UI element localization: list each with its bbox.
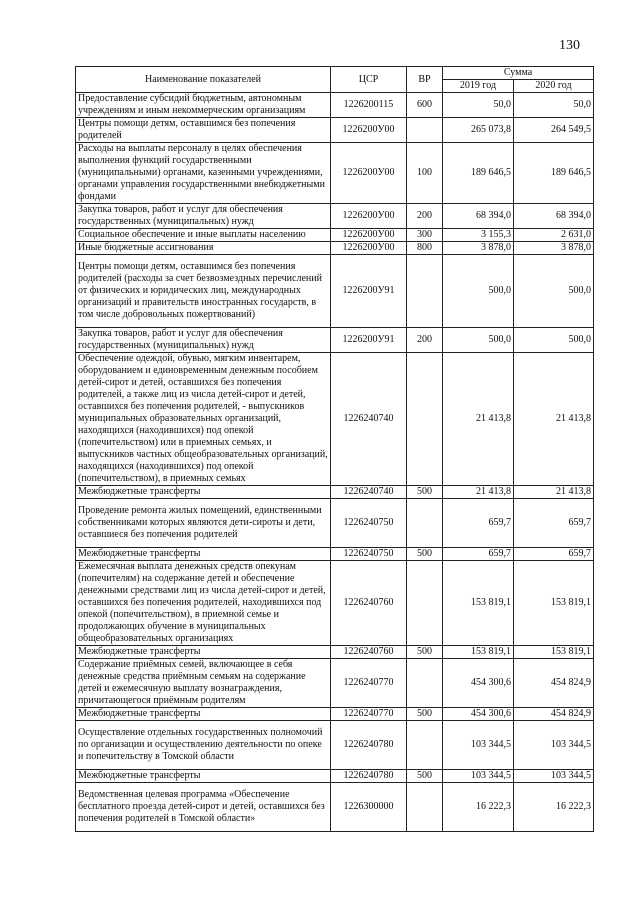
row-sum-2019-cell: 454 300,6	[443, 708, 514, 721]
row-sum-2020-cell: 68 394,0	[514, 204, 594, 229]
row-name-cell: Обеспечение одеждой, обувью, мягким инвентарем, оборудованием и единовременным денежным пособием детей-сирот и детей, оставшихся без попечения родителей, а также лиц из числа детей-сирот и детей, оставшихся без попечения родителей, - выпускников муниципальных образовательных организаций, находящихся (находившихся) под опекой (попечительством) или в приемных семьях, и выпускников частных общеобразовательных организаций, находящихся (находившихся) под опекой (попечительством), в приемных семьях	[76, 353, 331, 486]
row-sum-2020-cell: 103 344,5	[514, 770, 594, 783]
table-row	[76, 204, 594, 229]
row-csr-cell: 1226200У00	[331, 242, 407, 255]
row-vr-cell: 500	[407, 708, 443, 721]
table-row	[76, 93, 594, 118]
row-sum-2019-cell: 68 394,0	[443, 204, 514, 229]
row-vr-cell	[407, 721, 443, 770]
row-vr-cell: 200	[407, 328, 443, 353]
row-csr-cell: 1226240770	[331, 708, 407, 721]
row-vr-cell: 500	[407, 548, 443, 561]
row-name-cell: Центры помощи детям, оставшимся без попечения родителей	[76, 118, 331, 143]
row-name-cell: Закупка товаров, работ и услуг для обеспечения государственных (муниципальных) нужд	[76, 204, 331, 229]
row-sum-2019-cell: 16 222,3	[443, 783, 514, 832]
row-vr-cell	[407, 783, 443, 832]
row-vr-cell: 600	[407, 93, 443, 118]
row-vr-cell: 200	[407, 204, 443, 229]
row-sum-2020-cell: 2 631,0	[514, 229, 594, 242]
table-row	[76, 255, 594, 328]
table-row	[76, 486, 594, 499]
row-sum-2019-cell: 500,0	[443, 328, 514, 353]
row-vr-cell	[407, 353, 443, 486]
row-sum-2019-cell: 3 155,3	[443, 229, 514, 242]
row-name-cell: Межбюджетные трансферты	[76, 708, 331, 721]
row-csr-cell: 1226240780	[331, 721, 407, 770]
row-csr-cell: 1226200У00	[331, 118, 407, 143]
row-sum-2019-cell: 454 300,6	[443, 659, 514, 708]
row-name-cell: Иные бюджетные ассигнования	[76, 242, 331, 255]
row-sum-2019-cell: 659,7	[443, 499, 514, 548]
row-sum-2020-cell: 659,7	[514, 548, 594, 561]
row-vr-cell	[407, 118, 443, 143]
row-csr-cell: 1226240760	[331, 561, 407, 646]
row-sum-2020-cell: 500,0	[514, 328, 594, 353]
row-csr-cell: 1226300000	[331, 783, 407, 832]
row-vr-cell: 500	[407, 646, 443, 659]
table-row	[76, 783, 594, 832]
row-sum-2019-cell: 189 646,5	[443, 143, 514, 204]
header-row	[76, 67, 594, 80]
row-sum-2019-cell: 103 344,5	[443, 770, 514, 783]
table-row	[76, 561, 594, 646]
row-vr-cell: 300	[407, 229, 443, 242]
table-row	[76, 328, 594, 353]
row-sum-2020-cell: 500,0	[514, 255, 594, 328]
row-sum-2019-cell: 21 413,8	[443, 486, 514, 499]
row-csr-cell: 1226240740	[331, 353, 407, 486]
table-row	[76, 499, 594, 548]
row-csr-cell: 1226200115	[331, 93, 407, 118]
table-row	[76, 721, 594, 770]
row-csr-cell: 1226240750	[331, 548, 407, 561]
table-row	[76, 143, 594, 204]
row-name-cell: Межбюджетные трансферты	[76, 486, 331, 499]
table-row	[76, 242, 594, 255]
row-name-cell: Межбюджетные трансферты	[76, 646, 331, 659]
table-row	[76, 659, 594, 708]
row-sum-2019-cell: 153 819,1	[443, 646, 514, 659]
row-sum-2020-cell: 103 344,5	[514, 721, 594, 770]
row-sum-2020-cell: 153 819,1	[514, 646, 594, 659]
row-vr-cell: 500	[407, 770, 443, 783]
row-vr-cell: 100	[407, 143, 443, 204]
row-name-cell: Расходы на выплаты персоналу в целях обеспечения выполнения функций государственными (муниципальными) органами, казенными учреждениями, органами управления государственными внебюджетными фондами	[76, 143, 331, 204]
table-row	[76, 708, 594, 721]
row-sum-2019-cell: 265 073,8	[443, 118, 514, 143]
header-csr: ЦСР	[331, 67, 407, 93]
row-csr-cell: 1226240760	[331, 646, 407, 659]
row-sum-2020-cell: 264 549,5	[514, 118, 594, 143]
row-sum-2019-cell: 500,0	[443, 255, 514, 328]
row-sum-2020-cell: 50,0	[514, 93, 594, 118]
row-sum-2020-cell: 454 824,9	[514, 659, 594, 708]
row-name-cell: Ежемесячная выплата денежных средств опекунам (попечителям) на содержание детей и обеспечение денежными средствами лиц из числа детей-сирот и детей, оставшихся без попечения родителей, находившихся под опекой (попечительством), в приемной семье и продолжающих обучение в муниципальных общеобразовательных организациях	[76, 561, 331, 646]
row-sum-2019-cell: 21 413,8	[443, 353, 514, 486]
header-year-2020: 2020 год	[514, 80, 594, 93]
row-csr-cell: 1226240740	[331, 486, 407, 499]
page-number: 130	[559, 38, 580, 53]
row-name-cell: Осуществление отдельных государственных полномочий по организации и осуществлению деятельности по опеке и попечительству в Томской области	[76, 721, 331, 770]
row-csr-cell: 1226200У00	[331, 229, 407, 242]
row-sum-2020-cell: 21 413,8	[514, 353, 594, 486]
row-vr-cell	[407, 255, 443, 328]
table-row	[76, 770, 594, 783]
row-csr-cell: 1226200У91	[331, 255, 407, 328]
row-csr-cell: 1226240750	[331, 499, 407, 548]
budget-table	[75, 66, 594, 832]
row-sum-2019-cell: 3 878,0	[443, 242, 514, 255]
row-sum-2019-cell: 103 344,5	[443, 721, 514, 770]
row-vr-cell	[407, 499, 443, 548]
row-name-cell: Социальное обеспечение и иные выплаты населению	[76, 229, 331, 242]
row-vr-cell: 800	[407, 242, 443, 255]
row-name-cell: Проведение ремонта жилых помещений, единственными собственниками которых являются дети-сироты и дети, оставшиеся без попечения родителей	[76, 499, 331, 548]
row-name-cell: Ведомственная целевая программа «Обеспечение бесплатного проезда детей-сирот и детей, оставшихся без попечения родителей в Томской области»	[76, 783, 331, 832]
row-name-cell: Межбюджетные трансферты	[76, 770, 331, 783]
row-vr-cell	[407, 659, 443, 708]
table-body	[76, 93, 594, 832]
table-row	[76, 646, 594, 659]
table-row	[76, 229, 594, 242]
row-name-cell: Центры помощи детям, оставшимся без попечения родителей (расходы за счет безвозмездных перечислений от физических и юридических лиц, международных организаций и правительств иностранных государств, в том числе добровольных пожертвований)	[76, 255, 331, 328]
row-sum-2019-cell: 153 819,1	[443, 561, 514, 646]
row-csr-cell: 1226240770	[331, 659, 407, 708]
row-sum-2020-cell: 659,7	[514, 499, 594, 548]
row-csr-cell: 1226200У91	[331, 328, 407, 353]
table-row	[76, 118, 594, 143]
row-sum-2020-cell: 189 646,5	[514, 143, 594, 204]
row-csr-cell: 1226240780	[331, 770, 407, 783]
table-row	[76, 353, 594, 486]
header-vr: ВР	[407, 67, 443, 93]
row-sum-2019-cell: 659,7	[443, 548, 514, 561]
row-sum-2020-cell: 3 878,0	[514, 242, 594, 255]
row-vr-cell	[407, 561, 443, 646]
table-row	[76, 548, 594, 561]
row-vr-cell: 500	[407, 486, 443, 499]
row-sum-2020-cell: 454 824,9	[514, 708, 594, 721]
row-sum-2020-cell: 153 819,1	[514, 561, 594, 646]
header-name: Наименование показателей	[76, 67, 331, 93]
row-sum-2020-cell: 21 413,8	[514, 486, 594, 499]
row-name-cell: Закупка товаров, работ и услуг для обеспечения государственных (муниципальных) нужд	[76, 328, 331, 353]
header-year-2019: 2019 год	[443, 80, 514, 93]
row-csr-cell: 1226200У00	[331, 143, 407, 204]
row-name-cell: Межбюджетные трансферты	[76, 548, 331, 561]
row-sum-2019-cell: 50,0	[443, 93, 514, 118]
row-name-cell: Предоставление субсидий бюджетным, автономным учреждениям и иным некоммерческим организациям	[76, 93, 331, 118]
row-name-cell: Содержание приёмных семей, включающее в себя денежные средства приёмным семьям на содержание детей и ежемесячную выплату вознаграждения, причитающегося приёмным родителям	[76, 659, 331, 708]
row-sum-2020-cell: 16 222,3	[514, 783, 594, 832]
row-csr-cell: 1226200У00	[331, 204, 407, 229]
header-sum: Сумма	[443, 67, 594, 80]
